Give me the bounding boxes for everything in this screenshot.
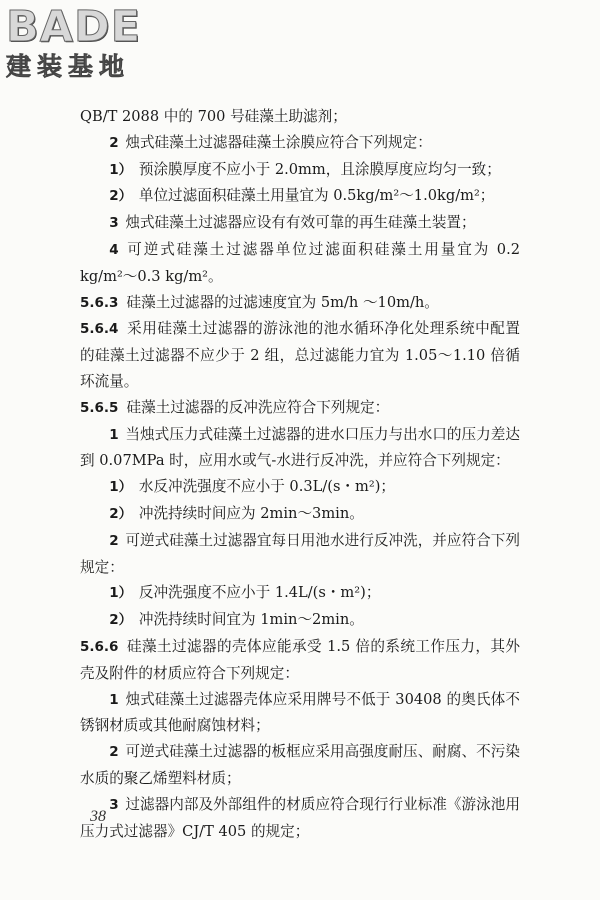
paragraph-text: 当烛式压力式硅藻土过滤器的进水口压力与出水口的压力差达到 0.07MPa 时，应用水或气-水进行反冲洗，并应符合下列规定：	[80, 425, 520, 470]
list-item	[80, 474, 520, 501]
logo-wordmark: BADE	[6, 2, 142, 52]
item-number: 5.6.6	[80, 638, 119, 655]
paragraph-text: 烛式硅藻土过滤器硅藻土涂膜应符合下列规定：	[125, 133, 432, 151]
paragraph-text: 冲洗持续时间应为 2min～3min。	[138, 504, 364, 522]
list-item	[80, 157, 520, 184]
paragraph-text: 可逆式硅藻土过滤器的板框应采用高强度耐压、耐腐、不污染水质的聚乙烯塑料材质；	[80, 743, 520, 787]
paragraph-text: 过滤器内部及外部组件的材质应符合现行行业标准《游泳池用压力式过滤器》CJ/T 405 的规定；	[80, 795, 520, 840]
item-number: 1	[109, 426, 119, 443]
list-item	[80, 183, 520, 210]
list-item	[80, 792, 520, 845]
list-item	[80, 210, 520, 237]
list-item	[80, 104, 520, 130]
paragraph-text: 烛式硅藻土过滤器壳体应采用牌号不低于 30408 的奥氏体不锈钢材质或其他耐腐蚀材料；	[80, 690, 520, 735]
list-item	[80, 607, 520, 634]
paragraph-text: 采用硅藻土过滤器的游泳池的池水循环净化处理系统中配置的硅藻土过滤器不应少于 2 组，总过滤能力宜为 1.05～1.10 倍循环流量。	[80, 320, 520, 390]
paragraph-text: 水反冲洗强度不应小于 0.3L/(s・m²)；	[138, 478, 396, 496]
clause-paragraph	[80, 290, 520, 317]
paragraph-text: 可逆式硅藻土过滤器宜每日用池水进行反冲洗，并应符合下列规定：	[80, 531, 520, 576]
item-number: 1	[109, 691, 119, 708]
item-number: 1）	[109, 585, 133, 602]
paragraph-text: 单位过滤面积硅藻土用量宜为 0.5kg/m²～1.0kg/m²；	[138, 187, 495, 205]
list-item	[80, 501, 520, 528]
item-number: 2）	[109, 505, 133, 522]
item-number: 3	[109, 215, 119, 232]
item-number: 2	[109, 532, 119, 549]
clause-paragraph	[80, 395, 520, 422]
list-item	[80, 237, 520, 290]
paragraph-text: 硅藻土过滤器的过滤速度宜为 5m/h ～10m/h。	[126, 293, 439, 311]
item-number: 5.6.5	[80, 399, 119, 416]
clause-paragraph	[80, 316, 520, 394]
item-number: 5.6.4	[80, 321, 119, 338]
item-number: 3	[109, 796, 119, 813]
logo-subtitle: 建装基地	[6, 52, 131, 81]
clause-paragraph	[80, 634, 520, 687]
item-number: 1）	[109, 161, 133, 178]
item-number: 2	[109, 134, 119, 151]
paragraph-text: 预涂膜厚度不应小于 2.0mm，且涂膜厚度应均匀一致；	[138, 160, 501, 178]
list-item	[80, 687, 520, 740]
list-item	[80, 528, 520, 581]
item-number: 1）	[109, 479, 133, 496]
paragraph-text: 反冲洗强度不应小于 1.4L/(s・m²)；	[138, 584, 381, 602]
item-number: 2）	[109, 612, 133, 629]
list-item	[80, 422, 520, 475]
item-number: 4	[109, 241, 119, 258]
list-item	[80, 580, 520, 607]
item-number: 2	[109, 744, 119, 761]
paragraph-text: 烛式硅藻土过滤器应设有有效可靠的再生硅藻土装置；	[125, 214, 476, 232]
page-number: 38	[90, 808, 106, 825]
list-item	[80, 130, 520, 157]
paragraph-text: QB/T 2088 中的 700 号硅藻土助滤剂；	[80, 108, 347, 125]
item-number: 2）	[109, 188, 133, 205]
item-number: 5.6.3	[80, 294, 119, 311]
paragraph-text: 可逆式硅藻土过滤器单位过滤面积硅藻土用量宜为 0.2 kg/m²～0.3 kg/m²。	[80, 240, 520, 285]
list-item	[80, 739, 520, 792]
paragraph-text: 冲洗持续时间宜为 1min～2min。	[138, 611, 364, 629]
paragraph-text: 硅藻土过滤器的壳体应能承受 1.5 倍的系统工作压力，其外壳及附件的材质应符合下列规定：	[80, 637, 520, 682]
paragraph-text: 硅藻土过滤器的反冲洗应符合下列规定：	[126, 398, 390, 416]
document-body	[80, 104, 520, 844]
logo	[6, 4, 186, 82]
